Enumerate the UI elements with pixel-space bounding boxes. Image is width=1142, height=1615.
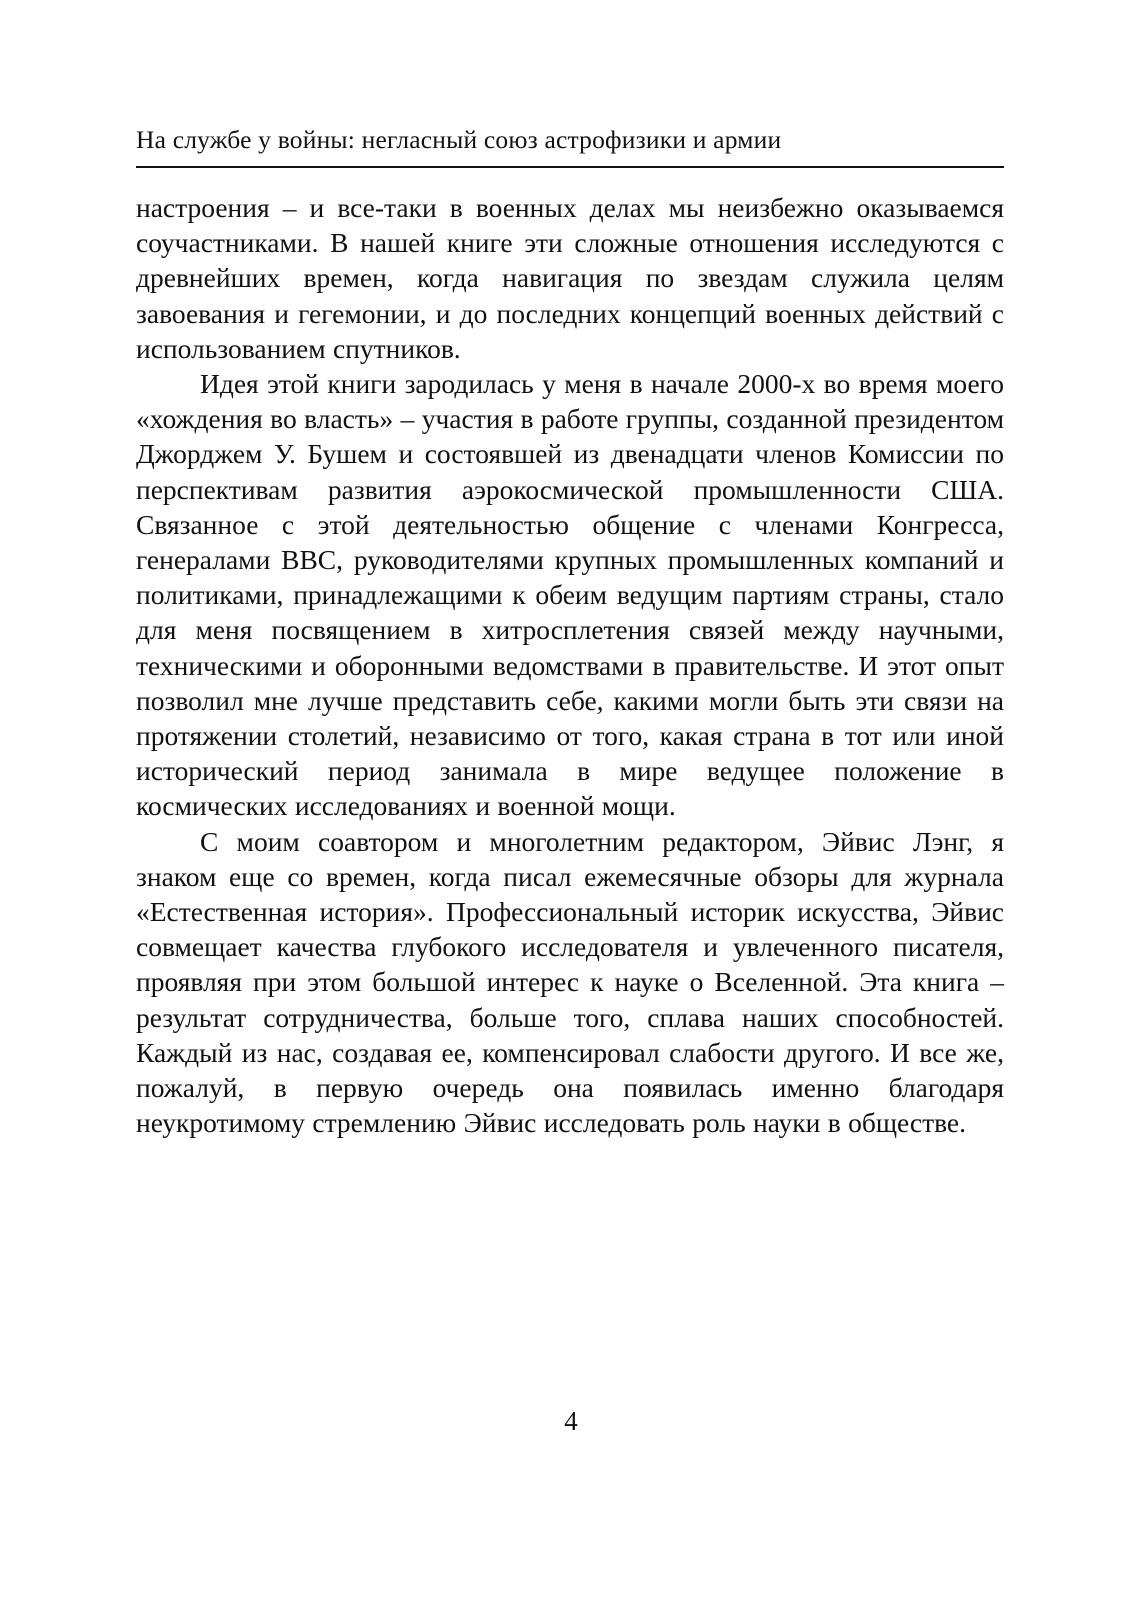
body-text-block — [136, 190, 1004, 1140]
running-head-title: На службе у войны: негласный союз астрофизики и армии — [136, 125, 782, 154]
body-paragraph: настроения – и все-таки в военных делах мы неизбежно оказываемся соучастниками. В нашей книге эти сложные отношения исследуются с древнейших времен, когда навигация по звездам служила целям завоевания и гегемонии, и до последних концепций военных действий с использованием спутников. — [136, 192, 1004, 364]
running-head-container — [136, 125, 1004, 155]
running-head-rule — [136, 166, 1004, 168]
body-paragraph: С моим соавтором и многолетним редактором, Эйвис Лэнг, я знаком еще со времен, когда писал ежемесячные обзоры для журнала «Естественная история». Профессиональный историк искусства, Эйвис совмещает качества глубокого исследователя и увлеченного писателя, проявляя при этом большой интерес к науке о Вселенной. Эта книга – результат сотрудничества, больше того, сплава наших способностей. Каждый из нас, создавая ее, компенсировал слабости другого. И все же, пожалуй, в первую очередь она появилась именно благодаря неукротимому стремлению Эйвис исследовать роль науки в обществе. — [136, 825, 1004, 1139]
body-paragraph: Идея этой книги зародилась у меня в начале 2000-х во время моего «хождения во власть» – участия в работе группы, созданной президентом Джорджем У. Бушем и состоявшей из двенадцати членов Комиссии по перспективам развития аэрокосмической промышленности США. Связанное с этой деятельностью общение с членами Конгресса, генералами ВВС, руководителями крупных промышленных компаний и политиками, принадлежащими к обеим ведущим партиям страны, стало для меня посвящением в хитросплетения связей между научными, техническими и оборонными ведомствами в правительстве. И этот опыт позволил мне лучше представить себе, какими могли быть эти связи на протяжении столетий, независимо от того, какая страна в тот или иной исторический период занимала в мире ведущее положение в космических исследованиях и военной мощи. — [136, 368, 1004, 822]
page-number: 4 — [564, 1406, 578, 1436]
